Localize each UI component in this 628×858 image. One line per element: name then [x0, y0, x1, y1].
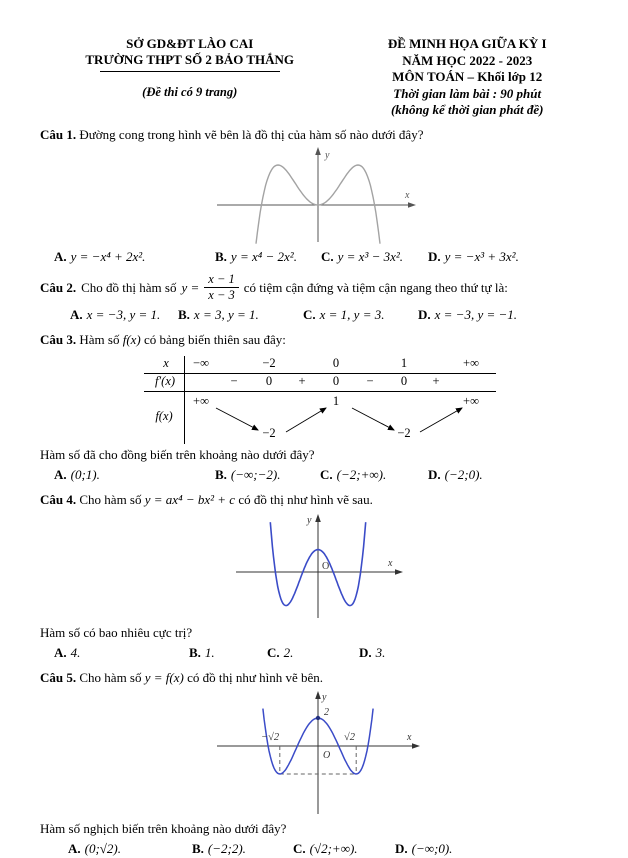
- fprime-sign: 0: [400, 374, 408, 388]
- fprime-sign: +: [432, 374, 440, 388]
- question-1: [40, 126, 595, 266]
- option-text: (0;√2).: [84, 841, 122, 856]
- question-4: [40, 491, 595, 662]
- x-value: 0: [332, 356, 340, 370]
- duration-line: Thời gian làm bài : 90 phút: [393, 85, 542, 101]
- question-2: [40, 273, 595, 325]
- option: [192, 840, 293, 858]
- q4-graph: [228, 510, 408, 622]
- option-key: D.: [428, 248, 441, 264]
- question-label: Câu 1.: [40, 126, 77, 142]
- option: [54, 644, 189, 662]
- question-2-text: Câu 2. Cho đồ thị hàm số y = $\frac{x - 1}{x - 3}$ có tiệm cận đứng và tiệm cận ngang theo thứ tự là:: [40, 271, 508, 303]
- f-value: +∞: [193, 394, 209, 408]
- fprime-sign: −: [230, 374, 238, 388]
- question-label: Câu 5.: [40, 670, 77, 685]
- school-name: TRƯỜNG THPT SỐ 2 BẢO THẮNG: [85, 52, 295, 67]
- formula: y = f(x): [144, 670, 184, 685]
- option: [321, 248, 428, 266]
- arrow-up-icon: [286, 408, 326, 432]
- x-axis-arrow-icon: [412, 743, 420, 749]
- options-row: [54, 466, 595, 484]
- option-key: B.: [215, 467, 227, 482]
- x-value: −2: [262, 356, 276, 370]
- ymax-label: 2: [323, 707, 329, 718]
- exam-title: ĐỀ MINH HỌA GIỮA KỲ I: [387, 36, 547, 51]
- option: [215, 248, 321, 266]
- option-text: x = −3, y = −1.: [434, 307, 518, 322]
- y-axis-label: y: [324, 149, 329, 161]
- option: [303, 306, 418, 324]
- option: [189, 644, 267, 662]
- option-text: x = 3, y = 1.: [193, 307, 259, 322]
- option: [215, 466, 320, 484]
- option: [54, 248, 215, 266]
- options-row: [54, 248, 595, 266]
- option-key: A.: [54, 645, 67, 660]
- option-text: (−∞;0).: [411, 841, 453, 856]
- option-key: A.: [54, 248, 67, 264]
- table-line: [144, 373, 496, 374]
- q5-graph: [213, 688, 423, 818]
- question-5-prompt: Hàm số nghịch biến trên khoảng nào dưới đây?: [40, 821, 287, 836]
- header-left: [40, 36, 339, 119]
- option-key: D.: [428, 467, 441, 482]
- department-name: SỞ GD&ĐT LÀO CAI: [126, 36, 254, 51]
- option-text: (−2;0).: [444, 467, 483, 482]
- variation-arrows: [144, 392, 496, 444]
- option-text: 1.: [204, 645, 215, 660]
- option: [54, 466, 215, 484]
- option: [178, 306, 303, 324]
- exam-header: [40, 36, 595, 119]
- option-key: B.: [189, 645, 201, 660]
- option-text: y = −x³ + 3x².: [444, 248, 519, 264]
- option-key: C.: [267, 645, 280, 660]
- option-key: A.: [54, 467, 67, 482]
- question-4-text: Câu 4. Cho hàm số y = ax⁴ − bx² + c có đồ thị như hình vẽ sau.: [40, 492, 373, 507]
- x-axis-arrow-icon: [408, 202, 416, 208]
- fraction: [204, 273, 238, 304]
- y-axis-arrow-icon: [315, 514, 321, 522]
- option-key: B.: [215, 248, 227, 264]
- option-text: (−∞;−2).: [230, 467, 281, 482]
- option: [395, 840, 595, 858]
- option-key: D.: [359, 645, 372, 660]
- question-4-prompt: Hàm số có bao nhiêu cực trị?: [40, 625, 193, 640]
- option: [68, 840, 192, 858]
- duration-note: (không kể thời gian phát đề): [390, 102, 544, 117]
- q1-graph: [213, 145, 423, 245]
- formula: y = ax⁴ − bx² + c: [144, 492, 236, 507]
- option-key: C.: [320, 467, 333, 482]
- option-text: 4.: [70, 645, 81, 660]
- option: [428, 248, 595, 266]
- option-text: 3.: [375, 645, 386, 660]
- arrow-down-icon: [352, 408, 394, 430]
- question-label: Câu 2.: [40, 280, 77, 296]
- option-key: C.: [321, 248, 334, 264]
- xpos-label: √2: [343, 732, 355, 743]
- f-value: 1: [332, 394, 340, 408]
- fraction-denominator: x − 3: [208, 288, 235, 303]
- f-value: −2: [262, 426, 276, 440]
- options-row: [68, 840, 595, 858]
- option-key: A.: [68, 841, 81, 856]
- header-rule: [100, 71, 280, 72]
- f-value: −2: [397, 426, 411, 440]
- option: [267, 644, 359, 662]
- subject-line: MÔN TOÁN – Khối lớp 12: [392, 69, 543, 84]
- header-right: [339, 36, 595, 119]
- y-axis-label: y: [306, 515, 311, 526]
- fraction-numerator: x − 1: [204, 273, 238, 289]
- variation-table: [144, 356, 496, 444]
- x-value: +∞: [463, 356, 479, 370]
- option: [70, 306, 178, 324]
- exam-pages-note: (Đề thi có 9 trang): [142, 85, 238, 99]
- row-fprime-label: f′(x): [154, 374, 176, 388]
- x-axis-arrow-icon: [395, 569, 403, 575]
- option-key: D.: [395, 841, 408, 856]
- option-text: x = 1, y = 3.: [319, 307, 385, 322]
- origin-label: O: [321, 561, 329, 572]
- option-text: (0;1).: [70, 467, 100, 482]
- question-1-text: Câu 1. Đường cong trong hình vẽ bên là đồ thị của hàm số nào dưới đây?: [40, 126, 424, 142]
- row-x-label: x: [163, 356, 169, 370]
- option-key: D.: [418, 307, 431, 322]
- y-axis-label: y: [321, 692, 326, 703]
- option-key: B.: [178, 307, 190, 322]
- arrow-down-icon: [216, 408, 258, 430]
- option-key: A.: [70, 307, 83, 322]
- fprime-sign: +: [298, 374, 306, 388]
- question-3-text: Câu 3. Hàm số f(x) có bảng biến thiên sau đây:: [40, 332, 286, 347]
- question-label: Câu 3.: [40, 332, 77, 347]
- function-symbol: f(x): [122, 332, 141, 347]
- option: [359, 644, 595, 662]
- arrow-up-icon: [420, 408, 462, 432]
- option-text: 2.: [283, 645, 294, 660]
- option-text: x = −3, y = 1.: [86, 307, 161, 322]
- option-text: y = x⁴ − 2x².: [230, 248, 297, 264]
- question-5-text: Câu 5. Cho hàm số y = f(x) có đồ thị như hình vẽ bên.: [40, 670, 324, 685]
- question-3: [40, 331, 595, 484]
- option-key: C.: [303, 307, 316, 322]
- option-key: C.: [293, 841, 306, 856]
- option: [293, 840, 395, 858]
- x-value: −∞: [193, 356, 209, 370]
- fprime-sign: −: [366, 374, 374, 388]
- y-axis-arrow-icon: [315, 691, 321, 699]
- f-value: +∞: [463, 394, 479, 408]
- options-row: [54, 644, 595, 662]
- fprime-sign: 0: [265, 374, 273, 388]
- fprime-sign: 0: [332, 374, 340, 388]
- option: [320, 466, 428, 484]
- x-axis-label: x: [404, 189, 409, 201]
- option: [428, 466, 595, 484]
- max-point-dot: [315, 716, 319, 720]
- option-text: (−2;2).: [207, 841, 246, 856]
- x-value: 1: [400, 356, 408, 370]
- option-text: (√2;+∞).: [309, 841, 358, 856]
- y-axis-arrow-icon: [315, 147, 321, 155]
- x-axis-label: x: [387, 558, 392, 569]
- question-5: [40, 669, 595, 858]
- question-3-prompt: Hàm số đã cho đồng biến trên khoảng nào dưới đây?: [40, 447, 315, 462]
- question-label: Câu 4.: [40, 492, 77, 507]
- school-year: NĂM HỌC 2022 - 2023: [402, 52, 533, 68]
- origin-label: O: [322, 750, 330, 761]
- option-text: y = x³ − 3x².: [337, 248, 404, 264]
- option-text: (−2;+∞).: [336, 467, 387, 482]
- option: [418, 306, 595, 324]
- row-f-label: f(x): [155, 409, 173, 423]
- xneg-label: −√2: [260, 732, 279, 743]
- x-axis-label: x: [406, 732, 411, 743]
- option-text: y = −x⁴ + 2x².: [70, 248, 146, 264]
- options-row: [70, 306, 595, 324]
- formula-lhs: y =: [181, 280, 200, 296]
- option-key: B.: [192, 841, 204, 856]
